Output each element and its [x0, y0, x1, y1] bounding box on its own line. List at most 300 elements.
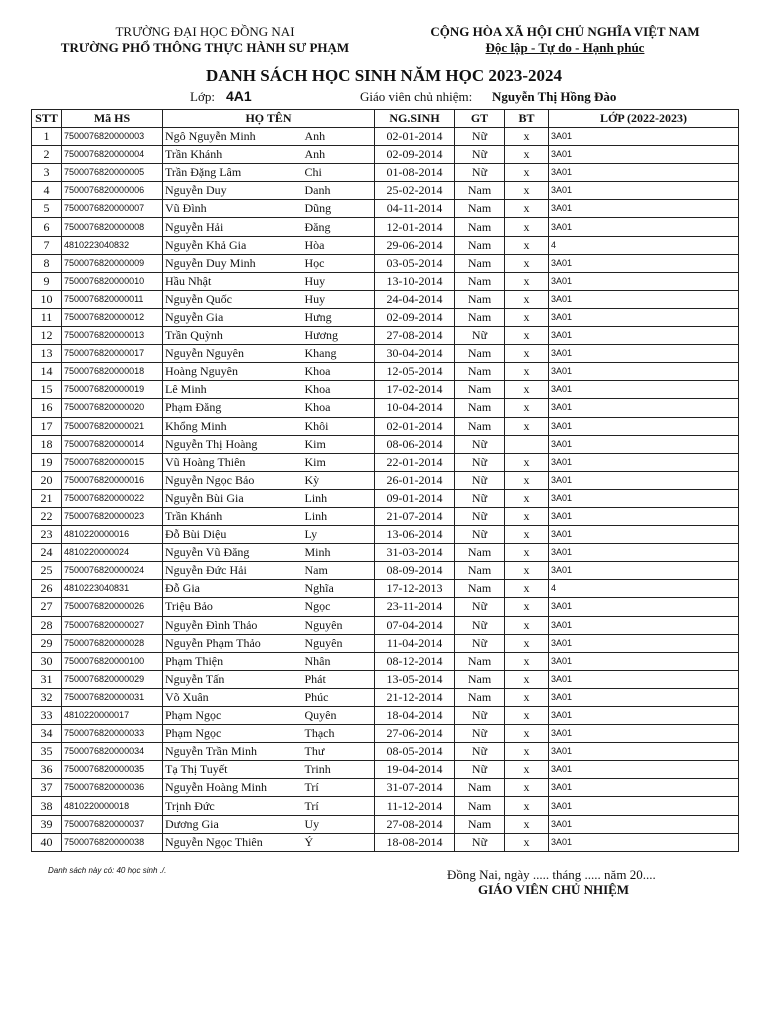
student-gender: Nam — [455, 381, 505, 399]
row-number: 7 — [32, 236, 62, 254]
national-header — [405, 24, 725, 56]
student-given-name: Nguyên — [303, 634, 375, 652]
table-row — [32, 779, 739, 797]
student-gender: Nam — [455, 363, 505, 381]
student-gender: Nam — [455, 779, 505, 797]
student-dob: 08-09-2014 — [375, 562, 455, 580]
student-given-name: Khoa — [303, 399, 375, 417]
row-number: 9 — [32, 272, 62, 290]
student-dob: 08-05-2014 — [375, 743, 455, 761]
student-given-name: Nghĩa — [303, 580, 375, 598]
student-surname: Nguyễn Hoàng Minh — [163, 779, 303, 797]
student-prev-class: 3A01 — [549, 435, 739, 453]
student-given-name: Khoa — [303, 381, 375, 399]
student-prev-class: 3A01 — [549, 363, 739, 381]
student-prev-class: 3A01 — [549, 634, 739, 652]
student-prev-class: 3A01 — [549, 272, 739, 290]
student-bt-mark: x — [505, 471, 549, 489]
row-number: 23 — [32, 526, 62, 544]
row-number: 27 — [32, 598, 62, 616]
student-gender: Nam — [455, 815, 505, 833]
nation-motto: Độc lập - Tự do - Hạnh phúc — [485, 40, 645, 55]
table-row — [32, 345, 739, 363]
student-bt-mark: x — [505, 833, 549, 851]
student-prev-class: 3A01 — [549, 707, 739, 725]
student-prev-class: 3A01 — [549, 688, 739, 706]
student-given-name: Phát — [303, 670, 375, 688]
table-row — [32, 761, 739, 779]
student-gender: Nam — [455, 652, 505, 670]
table-row — [32, 435, 739, 453]
student-bt-mark: x — [505, 526, 549, 544]
student-surname: Nguyễn Hải — [163, 218, 303, 236]
student-dob: 22-01-2014 — [375, 453, 455, 471]
col-header-gender: GT — [455, 110, 505, 128]
student-prev-class: 3A01 — [549, 218, 739, 236]
student-code: 4810220000016 — [62, 526, 163, 544]
table-row — [32, 544, 739, 562]
student-gender: Nam — [455, 797, 505, 815]
student-prev-class: 3A01 — [549, 182, 739, 200]
student-dob: 13-05-2014 — [375, 670, 455, 688]
student-gender: Nữ — [455, 616, 505, 634]
student-dob: 27-08-2014 — [375, 327, 455, 345]
student-gender: Nữ — [455, 164, 505, 182]
student-code: 7500076820000022 — [62, 489, 163, 507]
student-prev-class: 3A01 — [549, 797, 739, 815]
student-gender: Nữ — [455, 489, 505, 507]
student-given-name: Uy — [303, 815, 375, 833]
student-gender: Nữ — [455, 507, 505, 525]
student-bt-mark: x — [505, 797, 549, 815]
student-bt-mark: x — [505, 815, 549, 833]
student-prev-class: 3A01 — [549, 743, 739, 761]
student-gender: Nữ — [455, 453, 505, 471]
student-prev-class: 4 — [549, 580, 739, 598]
student-bt-mark: x — [505, 327, 549, 345]
row-number: 1 — [32, 128, 62, 146]
student-gender: Nam — [455, 544, 505, 562]
student-given-name: Ý — [303, 833, 375, 851]
student-gender: Nam — [455, 580, 505, 598]
table-row — [32, 327, 739, 345]
student-prev-class: 3A01 — [549, 327, 739, 345]
student-prev-class: 3A01 — [549, 471, 739, 489]
student-code: 7500076820000023 — [62, 507, 163, 525]
student-gender: Nữ — [455, 471, 505, 489]
student-rows — [32, 128, 739, 852]
table-row — [32, 128, 739, 146]
student-code: 7500076820000004 — [62, 146, 163, 164]
student-prev-class: 3A01 — [549, 200, 739, 218]
student-dob: 04-11-2014 — [375, 200, 455, 218]
student-prev-class: 3A01 — [549, 761, 739, 779]
student-dob: 17-02-2014 — [375, 381, 455, 399]
row-number: 40 — [32, 833, 62, 851]
student-bt-mark: x — [505, 688, 549, 706]
table-row — [32, 471, 739, 489]
table-row — [32, 417, 739, 435]
student-surname: Nguyễn Gia — [163, 308, 303, 326]
table-row — [32, 236, 739, 254]
student-given-name: Anh — [303, 146, 375, 164]
row-number: 20 — [32, 471, 62, 489]
student-surname: Phạm Ngọc — [163, 707, 303, 725]
student-surname: Khổng Minh — [163, 417, 303, 435]
student-prev-class: 3A01 — [549, 526, 739, 544]
student-surname: Đỗ Bùi Diệu — [163, 526, 303, 544]
student-dob: 09-01-2014 — [375, 489, 455, 507]
row-number: 39 — [32, 815, 62, 833]
table-row — [32, 833, 739, 851]
student-given-name: Minh — [303, 544, 375, 562]
col-header-name: HỌ TÊN — [163, 110, 375, 128]
student-code: 7500076820000035 — [62, 761, 163, 779]
student-code: 7500076820000016 — [62, 471, 163, 489]
student-given-name: Khôi — [303, 417, 375, 435]
student-gender: Nam — [455, 254, 505, 272]
table-row — [32, 815, 739, 833]
student-code: 7500076820000100 — [62, 652, 163, 670]
row-number: 35 — [32, 743, 62, 761]
table-row — [32, 688, 739, 706]
student-bt-mark: x — [505, 345, 549, 363]
student-bt-mark: x — [505, 634, 549, 652]
table-row — [32, 707, 739, 725]
row-number: 10 — [32, 290, 62, 308]
student-given-name: Chi — [303, 164, 375, 182]
student-gender: Nam — [455, 688, 505, 706]
student-dob: 10-04-2014 — [375, 399, 455, 417]
student-given-name: Ngọc — [303, 598, 375, 616]
student-given-name: Dũng — [303, 200, 375, 218]
student-dob: 18-04-2014 — [375, 707, 455, 725]
student-bt-mark: x — [505, 580, 549, 598]
table-row — [32, 725, 739, 743]
table-row — [32, 254, 739, 272]
student-code: 4810223040832 — [62, 236, 163, 254]
row-number: 22 — [32, 507, 62, 525]
student-bt-mark: x — [505, 707, 549, 725]
student-given-name: Hưng — [303, 308, 375, 326]
student-surname: Nguyễn Nguyên — [163, 345, 303, 363]
student-given-name: Thạch — [303, 725, 375, 743]
table-row — [32, 634, 739, 652]
student-given-name: Kỳ — [303, 471, 375, 489]
school-name: TRƯỜNG PHỔ THÔNG THỰC HÀNH SƯ PHẠM — [60, 40, 350, 55]
col-header-dob: NG.SINH — [375, 110, 455, 128]
student-given-name: Trí — [303, 797, 375, 815]
student-bt-mark: x — [505, 182, 549, 200]
row-number: 2 — [32, 146, 62, 164]
student-bt-mark: x — [505, 453, 549, 471]
student-bt-mark: x — [505, 562, 549, 580]
student-gender: Nam — [455, 417, 505, 435]
student-bt-mark: x — [505, 308, 549, 326]
student-surname: Nguyễn Ngọc Thiên — [163, 833, 303, 851]
student-table — [31, 109, 739, 852]
student-dob: 02-09-2014 — [375, 146, 455, 164]
student-code: 4810220000017 — [62, 707, 163, 725]
student-gender: Nam — [455, 290, 505, 308]
student-code: 7500076820000013 — [62, 327, 163, 345]
table-row — [32, 797, 739, 815]
col-header-stt: STT — [32, 110, 62, 128]
student-code: 4810220000018 — [62, 797, 163, 815]
student-surname: Phạm Thiện — [163, 652, 303, 670]
student-dob: 30-04-2014 — [375, 345, 455, 363]
student-surname: Nguyễn Đình Thảo — [163, 616, 303, 634]
table-row — [32, 290, 739, 308]
student-bt-mark: x — [505, 290, 549, 308]
col-header-prev-class: LỚP (2022-2023) — [549, 110, 739, 128]
student-bt-mark: x — [505, 399, 549, 417]
student-bt-mark: x — [505, 761, 549, 779]
document-title: DANH SÁCH HỌC SINH NĂM HỌC 2023-2024 — [205, 66, 563, 85]
row-number: 37 — [32, 779, 62, 797]
student-code: 7500076820000026 — [62, 598, 163, 616]
student-prev-class: 3A01 — [549, 779, 739, 797]
student-surname: Nguyễn Thị Hoàng — [163, 435, 303, 453]
student-surname: Trần Khánh — [163, 507, 303, 525]
student-surname: Nguyễn Bùi Gia — [163, 489, 303, 507]
student-dob: 11-04-2014 — [375, 634, 455, 652]
student-gender: Nam — [455, 670, 505, 688]
row-number: 6 — [32, 218, 62, 236]
student-prev-class: 3A01 — [549, 399, 739, 417]
student-given-name: Khoa — [303, 363, 375, 381]
student-code: 7500076820000038 — [62, 833, 163, 851]
student-prev-class: 3A01 — [549, 616, 739, 634]
class-value: 4A1 — [226, 88, 252, 104]
student-bt-mark: x — [505, 218, 549, 236]
student-gender: Nam — [455, 345, 505, 363]
student-prev-class: 3A01 — [549, 833, 739, 851]
student-prev-class: 3A01 — [549, 489, 739, 507]
student-prev-class: 3A01 — [549, 670, 739, 688]
student-bt-mark: x — [505, 272, 549, 290]
student-surname: Trịnh Đức — [163, 797, 303, 815]
student-bt-mark: x — [505, 254, 549, 272]
row-number: 5 — [32, 200, 62, 218]
table-row — [32, 489, 739, 507]
student-gender: Nữ — [455, 707, 505, 725]
student-bt-mark: x — [505, 725, 549, 743]
row-number: 4 — [32, 182, 62, 200]
table-row — [32, 200, 739, 218]
student-given-name: Thư — [303, 743, 375, 761]
student-gender: Nữ — [455, 761, 505, 779]
student-bt-mark: x — [505, 616, 549, 634]
student-gender: Nam — [455, 562, 505, 580]
student-dob: 24-04-2014 — [375, 290, 455, 308]
class-label: Lớp: — [190, 89, 215, 104]
signer-role: GIÁO VIÊN CHỦ NHIỆM — [478, 882, 630, 897]
student-gender: Nam — [455, 399, 505, 417]
student-code: 7500076820000021 — [62, 417, 163, 435]
row-number: 24 — [32, 544, 62, 562]
student-bt-mark: x — [505, 200, 549, 218]
row-number: 12 — [32, 327, 62, 345]
row-number: 33 — [32, 707, 62, 725]
row-number: 26 — [32, 580, 62, 598]
student-prev-class: 3A01 — [549, 254, 739, 272]
student-prev-class: 3A01 — [549, 164, 739, 182]
student-code: 7500076820000029 — [62, 670, 163, 688]
table-row — [32, 218, 739, 236]
student-bt-mark: x — [505, 507, 549, 525]
student-given-name: Nguyên — [303, 616, 375, 634]
table-row — [32, 381, 739, 399]
student-gender: Nữ — [455, 128, 505, 146]
student-bt-mark: x — [505, 598, 549, 616]
table-row — [32, 652, 739, 670]
student-bt-mark: x — [505, 670, 549, 688]
row-number: 13 — [32, 345, 62, 363]
student-dob: 02-09-2014 — [375, 308, 455, 326]
student-dob: 31-03-2014 — [375, 544, 455, 562]
student-surname: Lê Minh — [163, 381, 303, 399]
student-gender: Nam — [455, 182, 505, 200]
student-given-name: Anh — [303, 128, 375, 146]
student-given-name: Huy — [303, 272, 375, 290]
student-dob: 13-06-2014 — [375, 526, 455, 544]
student-dob: 07-04-2014 — [375, 616, 455, 634]
row-number: 11 — [32, 308, 62, 326]
student-code: 7500076820000008 — [62, 218, 163, 236]
student-given-name: Hương — [303, 327, 375, 345]
table-row — [32, 526, 739, 544]
student-surname: Tạ Thị Tuyết — [163, 761, 303, 779]
student-code: 7500076820000028 — [62, 634, 163, 652]
student-code: 7500076820000020 — [62, 399, 163, 417]
student-dob: 12-01-2014 — [375, 218, 455, 236]
student-gender: Nữ — [455, 725, 505, 743]
student-prev-class: 3A01 — [549, 290, 739, 308]
student-dob: 29-06-2014 — [375, 236, 455, 254]
student-surname: Nguyễn Phạm Thảo — [163, 634, 303, 652]
student-surname: Đỗ Gia — [163, 580, 303, 598]
col-header-bt: BT — [505, 110, 549, 128]
student-surname: Nguyễn Tấn — [163, 670, 303, 688]
row-number: 28 — [32, 616, 62, 634]
student-given-name: Trinh — [303, 761, 375, 779]
student-surname: Phạm Ngọc — [163, 725, 303, 743]
student-surname: Trần Khánh — [163, 146, 303, 164]
student-bt-mark: x — [505, 417, 549, 435]
student-bt-mark: x — [505, 544, 549, 562]
student-gender: Nữ — [455, 634, 505, 652]
student-prev-class: 3A01 — [549, 652, 739, 670]
student-gender: Nam — [455, 236, 505, 254]
student-gender: Nam — [455, 200, 505, 218]
student-surname: Nguyễn Khả Gia — [163, 236, 303, 254]
table-row — [32, 363, 739, 381]
student-dob: 01-08-2014 — [375, 164, 455, 182]
student-gender: Nam — [455, 272, 505, 290]
student-dob: 31-07-2014 — [375, 779, 455, 797]
table-row — [32, 743, 739, 761]
student-dob: 21-07-2014 — [375, 507, 455, 525]
student-code: 7500076820000015 — [62, 453, 163, 471]
student-code: 7500076820000005 — [62, 164, 163, 182]
student-given-name: Khang — [303, 345, 375, 363]
student-prev-class: 3A01 — [549, 345, 739, 363]
student-gender: Nữ — [455, 327, 505, 345]
student-prev-class: 3A01 — [549, 381, 739, 399]
student-bt-mark: x — [505, 381, 549, 399]
row-number: 25 — [32, 562, 62, 580]
student-code: 7500076820000009 — [62, 254, 163, 272]
row-number: 36 — [32, 761, 62, 779]
student-prev-class: 4 — [549, 236, 739, 254]
student-code: 4810223040831 — [62, 580, 163, 598]
row-number: 19 — [32, 453, 62, 471]
student-bt-mark: x — [505, 363, 549, 381]
student-gender: Nữ — [455, 435, 505, 453]
student-surname: Triệu Bảo — [163, 598, 303, 616]
student-surname: Nguyễn Duy Minh — [163, 254, 303, 272]
student-bt-mark: x — [505, 164, 549, 182]
student-surname: Nguyễn Trần Minh — [163, 743, 303, 761]
student-surname: Trần Đặng Lâm — [163, 164, 303, 182]
student-surname: Nguyễn Quốc — [163, 290, 303, 308]
student-given-name: Trí — [303, 779, 375, 797]
student-code: 7500076820000024 — [62, 562, 163, 580]
student-dob: 03-05-2014 — [375, 254, 455, 272]
student-code: 7500076820000031 — [62, 688, 163, 706]
student-surname: Nguyễn Vũ Đăng — [163, 544, 303, 562]
student-given-name: Nam — [303, 562, 375, 580]
student-prev-class: 3A01 — [549, 562, 739, 580]
student-bt-mark: x — [505, 489, 549, 507]
student-dob: 08-06-2014 — [375, 435, 455, 453]
row-number: 18 — [32, 435, 62, 453]
student-given-name: Huy — [303, 290, 375, 308]
student-code: 7500076820000014 — [62, 435, 163, 453]
row-number: 17 — [32, 417, 62, 435]
table-row — [32, 399, 739, 417]
table-row — [32, 598, 739, 616]
student-prev-class: 3A01 — [549, 128, 739, 146]
student-dob: 23-11-2014 — [375, 598, 455, 616]
row-number: 21 — [32, 489, 62, 507]
student-gender: Nữ — [455, 146, 505, 164]
student-code: 7500076820000003 — [62, 128, 163, 146]
school-header — [30, 24, 380, 56]
row-number: 14 — [32, 363, 62, 381]
table-row — [32, 272, 739, 290]
table-row — [32, 453, 739, 471]
student-code: 7500076820000037 — [62, 815, 163, 833]
row-number: 38 — [32, 797, 62, 815]
student-prev-class: 3A01 — [549, 598, 739, 616]
student-code: 7500076820000012 — [62, 308, 163, 326]
row-number: 3 — [32, 164, 62, 182]
student-prev-class: 3A01 — [549, 417, 739, 435]
student-prev-class: 3A01 — [549, 725, 739, 743]
university-name: TRƯỜNG ĐẠI HỌC ĐỒNG NAI — [115, 24, 295, 39]
student-surname: Dương Gia — [163, 815, 303, 833]
student-code: 7500076820000010 — [62, 272, 163, 290]
table-row — [32, 146, 739, 164]
student-given-name: Đăng — [303, 218, 375, 236]
student-dob: 12-05-2014 — [375, 363, 455, 381]
student-bt-mark: x — [505, 128, 549, 146]
student-given-name: Quyên — [303, 707, 375, 725]
teacher-label: Giáo viên chủ nhiệm: — [360, 89, 473, 104]
student-bt-mark: x — [505, 146, 549, 164]
